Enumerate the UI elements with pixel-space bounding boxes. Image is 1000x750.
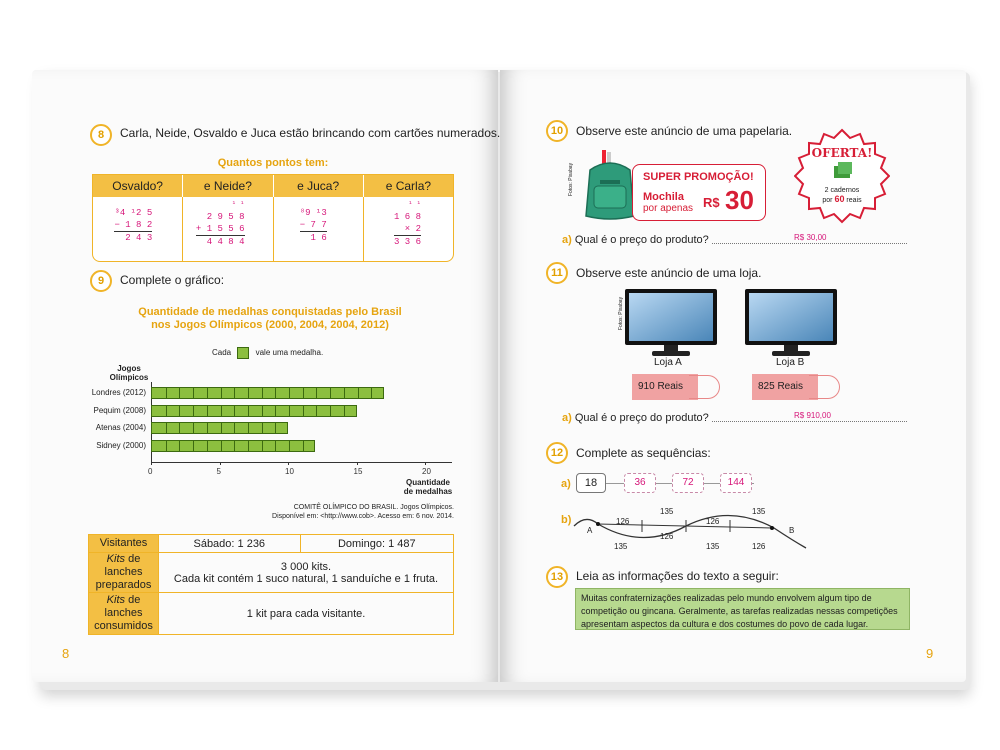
bar-segment: [248, 423, 249, 433]
seq-a-box-1: 18: [576, 473, 606, 493]
visitors-table: [88, 534, 454, 635]
chart-tick-label: 5: [216, 467, 221, 476]
photo-credit-10: Fotos: Pixabay: [568, 162, 574, 196]
question-10-text: Observe este anúncio de uma papelaria.: [576, 124, 793, 138]
chart-bar: [151, 405, 357, 417]
bottom-label-3: 135: [706, 542, 720, 551]
bar-segment: [303, 388, 304, 398]
bar-segment: [221, 441, 222, 451]
question-12-text: Complete as sequências:: [576, 446, 711, 460]
bar-segment: [275, 441, 276, 451]
question-11a: a) Qual é o preço do produto?: [562, 412, 709, 424]
promo-ad: SUPER PROMOÇÃO! Mochila por apenas R$ 30: [632, 164, 766, 221]
bar-segment: [289, 441, 290, 451]
bar-segment: [303, 441, 304, 451]
calc-neide: ¹ ¹ 2 9 5 8 + 1 5 5 6 4 4 8 4: [183, 197, 273, 261]
question-11-text: Observe este anúncio de uma loja.: [576, 266, 762, 280]
bar-segment: [275, 406, 276, 416]
bar-segment: [344, 406, 345, 416]
saturday-cell: Sábado: 1 236: [159, 535, 301, 553]
answer-line-11: [712, 421, 907, 422]
chart-tick-label: 0: [148, 467, 153, 476]
offer-text: 2 cadernos por 60 reais: [822, 187, 862, 204]
chart-tick-label: 10: [285, 467, 294, 476]
bar-segment: [262, 423, 263, 433]
tv-b-icon: [744, 288, 838, 358]
offer-badge-icon: [794, 128, 890, 224]
bar-segment: [262, 388, 263, 398]
prepared-label: Kits de lanches preparados: [89, 553, 159, 593]
point-a: A: [587, 526, 593, 535]
header-neide: e Neide?: [183, 175, 273, 197]
bar-segment: [207, 406, 208, 416]
bottom-label-4: 126: [752, 542, 766, 551]
chart-source: COMITÊ OLÍMPICO DO BRASIL. Jogos Olímpicos. Disponível em: <http://www.cob>. Acesso em: 6 nov. 2014.: [272, 504, 454, 520]
bar-segment: [179, 441, 180, 451]
chart-tick-mark: [288, 462, 289, 465]
answer-10: R$ 30,00: [794, 233, 827, 242]
question-8-text: Carla, Neide, Osvaldo e Juca estão brincando com cartões numerados.: [120, 126, 501, 140]
bar-segment: [234, 423, 235, 433]
bar-segment: [166, 406, 167, 416]
question-11-number: 11: [546, 262, 568, 284]
bar-segment: [207, 441, 208, 451]
point-b: B: [789, 526, 795, 535]
bar-segment: [221, 423, 222, 433]
bar-segment: [262, 441, 263, 451]
chart-tick-mark: [357, 462, 358, 465]
answer-11: R$ 910,00: [794, 411, 831, 420]
calc-juca: ⁸9 ¹3 − 7 7 1 6: [274, 197, 364, 261]
bar-segment: [234, 441, 235, 451]
top-label-3: 126: [706, 517, 720, 526]
seq-a-box-2: 36: [624, 473, 656, 493]
bar-segment: [234, 406, 235, 416]
chart-bar: [151, 440, 315, 452]
seq-a-box-4: 144: [720, 473, 752, 493]
chart-category-label: Pequim (2008): [93, 406, 146, 415]
calc-carla: ¹ ¹ 1 6 8 × 2 3 3 6: [393, 201, 421, 247]
consumed-cell: 1 kit para cada visitante.: [159, 593, 454, 635]
bar-segment: [289, 406, 290, 416]
wave-line-icon: [572, 508, 808, 552]
seq-a-box-3: 72: [672, 473, 704, 493]
info-note: Muitas confraternizações realizadas pelo mundo envolvem algum tipo de competição ou gincana. Geralmente, as tarefas realizadas nessas competições apresentam aspectos da cultura e dos costumes do povo de cada lugar.: [575, 588, 910, 630]
top-label-2: 135: [660, 507, 674, 516]
bar-segment: [207, 388, 208, 398]
chart-category-label: Londres (2012): [91, 388, 146, 397]
question-9-number: 9: [90, 270, 112, 292]
left-page-number: 8: [62, 646, 70, 661]
bar-segment: [166, 441, 167, 451]
bar-segment: [371, 388, 372, 398]
question-10a: a) Qual é o preço do produto?: [562, 234, 709, 246]
bar-segment: [316, 388, 317, 398]
chart-y-label: Jogos Olímpicos: [109, 364, 149, 382]
bottom-label-2: 126: [660, 532, 674, 541]
bar-segment: [166, 388, 167, 398]
answer-line-10: [712, 243, 907, 244]
bar-segment: [248, 388, 249, 398]
bar-segment: [330, 388, 331, 398]
bar-segment: [221, 388, 222, 398]
bar-segment: [234, 388, 235, 398]
consumed-label: Kits de lanches consumidos: [89, 593, 159, 635]
chart-category-label: Atenas (2004): [95, 423, 146, 432]
chart-tick-label: 15: [353, 467, 363, 476]
header-carla: e Carla?: [385, 179, 432, 193]
bar-segment: [221, 406, 222, 416]
chart-tick-label: 20: [422, 467, 431, 476]
sunday-cell: Domingo: 1 487: [300, 535, 453, 553]
bar-segment: [207, 423, 208, 433]
bar-segment: [248, 441, 249, 451]
visitors-label: Visitantes: [89, 535, 159, 553]
question-8-number: 8: [90, 124, 112, 146]
bar-segment: [275, 388, 276, 398]
store-a-label: Loja A: [654, 357, 682, 368]
chart-x-label: Quantidade de medalhas: [403, 478, 453, 496]
offer-title: OFERTA!: [811, 146, 873, 160]
question-13-text: Leia as informações do texto a seguir:: [576, 569, 779, 583]
chart-x-axis: [151, 462, 452, 463]
bar-segment: [166, 423, 167, 433]
chart-tick-mark: [220, 462, 221, 465]
table-title: Quantos pontos tem:: [217, 157, 329, 169]
chart-bar: [151, 387, 384, 399]
bar-segment: [179, 423, 180, 433]
chart-legend: Cada vale uma medalha.: [212, 348, 324, 358]
header-juca: e Juca?: [274, 175, 364, 197]
bar-segment: [193, 406, 194, 416]
bar-segment: [193, 388, 194, 398]
question-10-number: 10: [546, 120, 568, 142]
bar-segment: [179, 388, 180, 398]
chart-tick-mark: [151, 462, 152, 465]
bar-segment: [275, 423, 276, 433]
bar-segment: [193, 441, 194, 451]
store-b-label: Loja B: [776, 357, 805, 368]
bar-segment: [262, 406, 263, 416]
bar-segment: [303, 406, 304, 416]
top-label-1: 126: [616, 517, 630, 526]
price-tag-a: 910 Reais: [632, 374, 698, 400]
bar-segment: [330, 406, 331, 416]
tv-a-icon: [624, 288, 718, 358]
chart-tick-mark: [425, 462, 426, 465]
seq-a-label: a): [561, 478, 571, 490]
legend-swatch: [237, 347, 249, 359]
photo-credit-11: Fotos: Pixabay: [618, 296, 624, 330]
bar-segment: [358, 388, 359, 398]
bar-segment: [179, 406, 180, 416]
chart-bar: [151, 422, 288, 434]
seq-b-label: b): [561, 514, 572, 526]
bar-segment: [289, 388, 290, 398]
question-9-text: Complete o gráfico:: [120, 273, 225, 287]
bar-segment: [193, 423, 194, 433]
chart-category-label: Sidney (2000): [96, 441, 146, 450]
price-tag-b: 825 Reais: [752, 374, 818, 400]
top-label-4: 135: [752, 507, 766, 516]
bar-segment: [248, 406, 249, 416]
bar-segment: [344, 388, 345, 398]
question-13-number: 13: [546, 566, 568, 588]
header-osvaldo: Osvaldo?: [93, 175, 183, 197]
backpack-icon: [582, 150, 638, 222]
points-table: [92, 174, 454, 262]
prepared-cell: 3 000 kits. Cada kit contém 1 suco natural, 1 sanduíche e 1 fruta.: [159, 553, 454, 593]
calc-osvaldo: ³4 ¹2 5 − 1 8 2 2 4 3: [93, 197, 183, 261]
bottom-label-1: 135: [614, 542, 628, 551]
bar-segment: [316, 406, 317, 416]
right-page-number: 9: [926, 646, 934, 661]
chart-title: Quantidade de medalhas conquistadas pelo Brasil nos Jogos Olímpicos (2000, 2004, 2004, 2012): [138, 306, 402, 331]
question-12-number: 12: [546, 442, 568, 464]
